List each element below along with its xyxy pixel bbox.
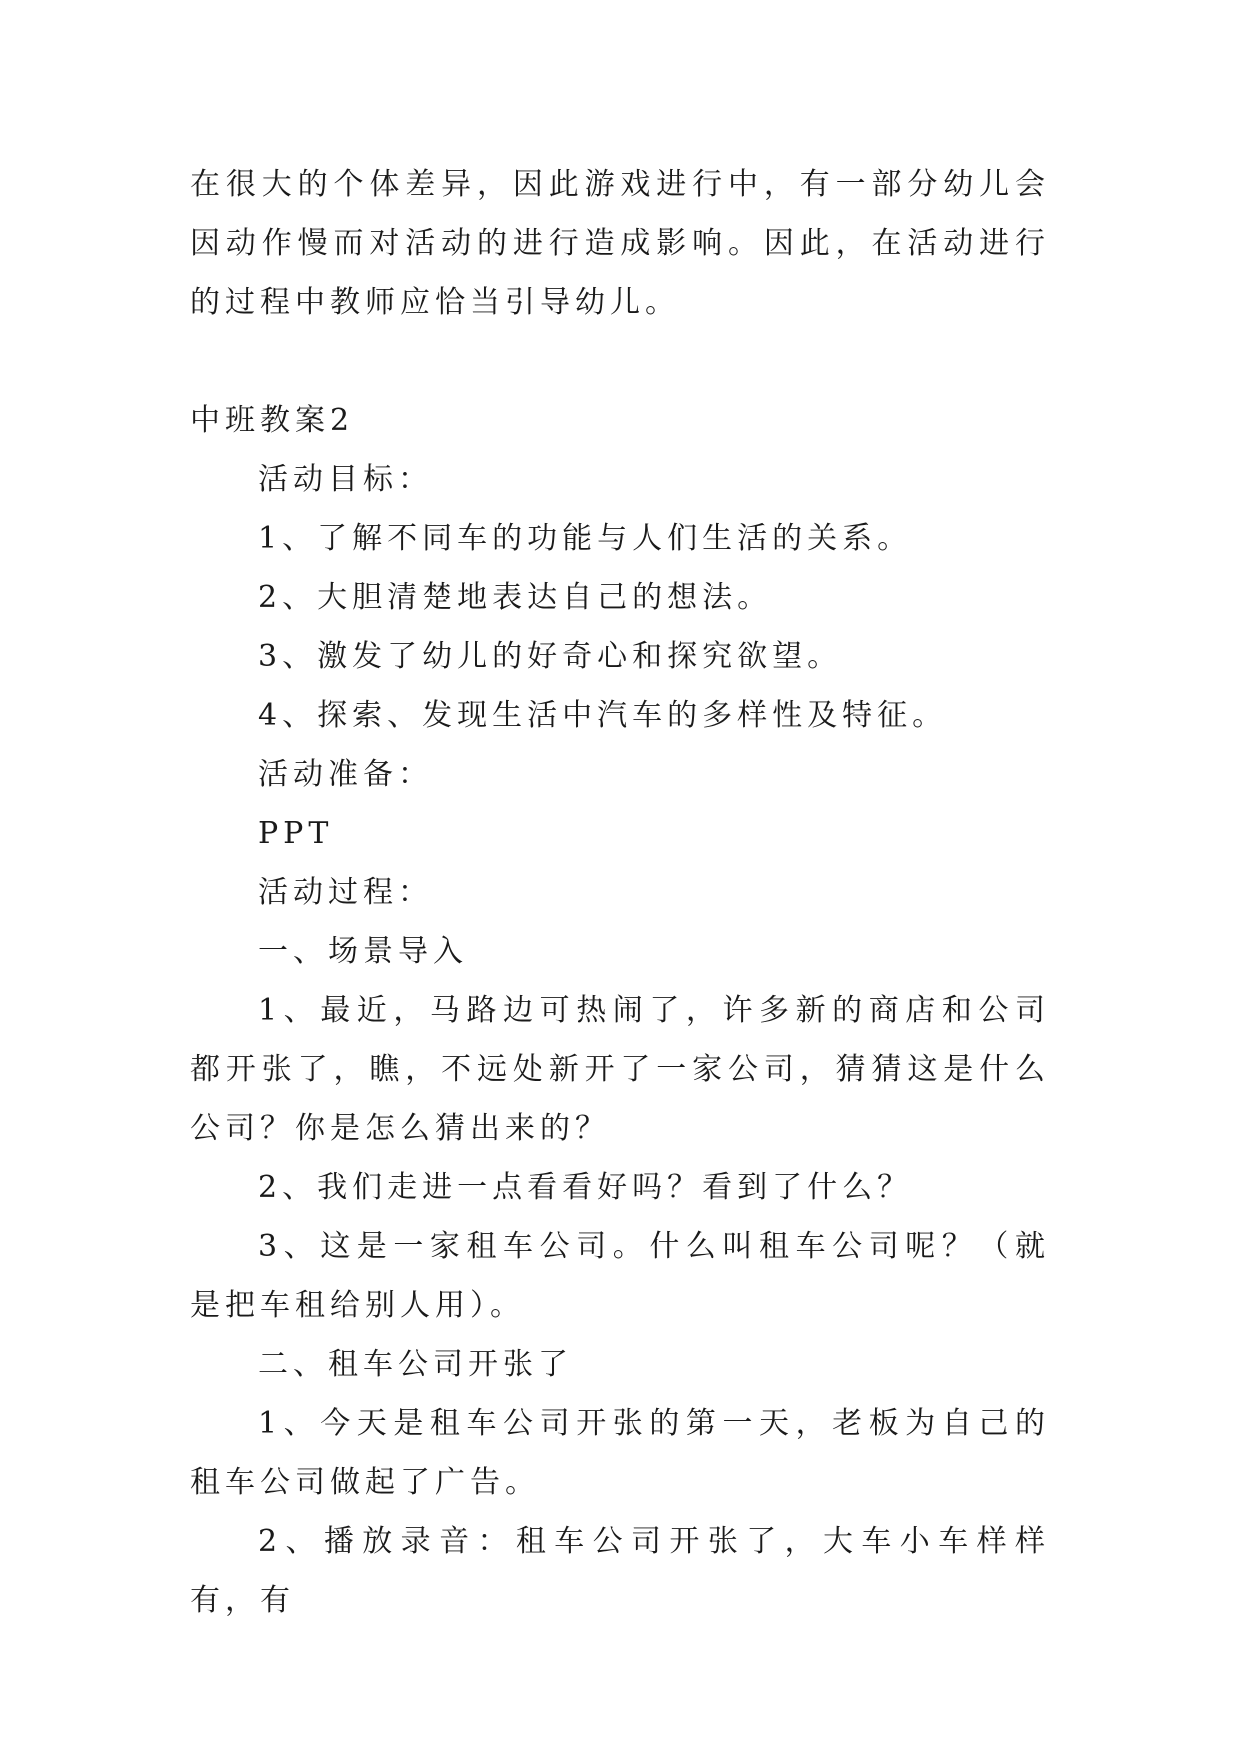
paragraph-goal-1: 1、了解不同车的功能与人们生活的关系。: [258, 521, 913, 556]
continuation-section: [190, 155, 1050, 332]
paragraph-step-1-item-3: 3、这是一家租车公司。什么叫租车公司呢？（就是把车租给别人用）。: [190, 1229, 1050, 1323]
paragraph-activity-process: 活动过程：: [258, 875, 433, 910]
continuation-paragraph: 在很大的个体差异，因此游戏进行中，有一部分幼儿会因动作慢而对活动的进行造成影响。因此，在活动进行的过程中教师应恰当引导幼儿。: [190, 167, 1050, 320]
paragraph-goal-4: 4、探索、发现生活中汽车的多样性及特征。: [258, 698, 948, 733]
section-title: 中班教案2: [190, 403, 355, 438]
paragraph-activity-prep: 活动准备：: [258, 757, 433, 792]
paragraph-goal-3: 3、激发了幼儿的好奇心和探究欲望。: [258, 639, 843, 674]
paragraph-activity-goals: 活动目标：: [258, 462, 433, 497]
paragraph-step-1-heading: 一、场景导入: [258, 934, 468, 969]
paragraph-step-2-item-2: 2、播放录音：租车公司开张了，大车小车样样有，有: [190, 1524, 1050, 1618]
paragraph-goal-2: 2、大胆清楚地表达自己的想法。: [258, 580, 773, 615]
paragraph-prep-ppt: PPT: [258, 816, 334, 851]
lesson-plan-section: [190, 391, 1050, 1630]
paragraph-step-2-heading: 二、租车公司开张了: [258, 1347, 573, 1382]
paragraph-step-2-item-1: 1、今天是租车公司开张的第一天，老板为自己的租车公司做起了广告。: [190, 1406, 1050, 1500]
paragraph-step-1-item-2: 2、我们走进一点看看好吗？看到了什么？: [258, 1170, 913, 1205]
paragraph-step-1-item-1: 1、最近，马路边可热闹了，许多新的商店和公司都开张了，瞧，不远处新开了一家公司，猜猜这是什么公司？你是怎么猜出来的？: [190, 993, 1050, 1146]
